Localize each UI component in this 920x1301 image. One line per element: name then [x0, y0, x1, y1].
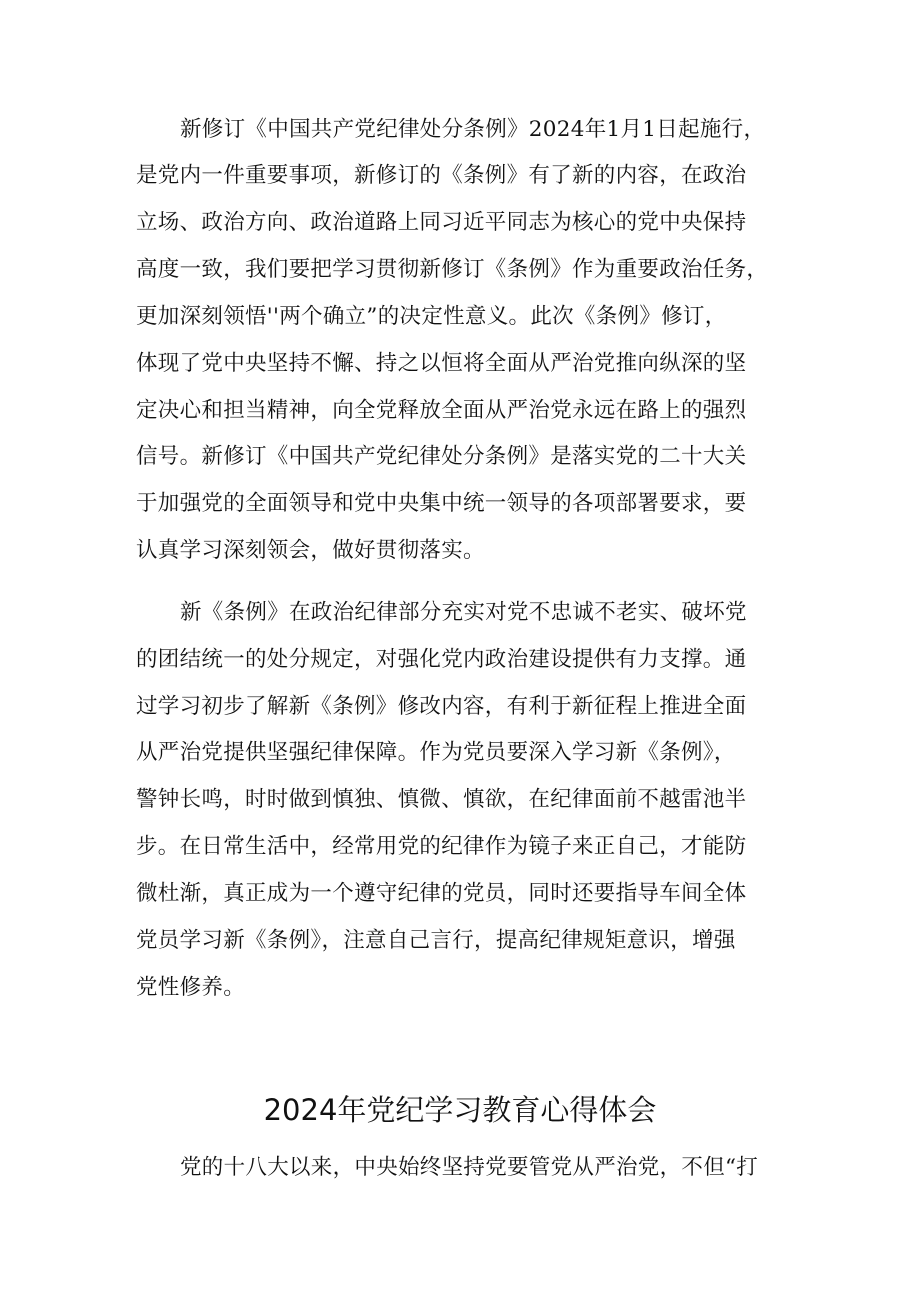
paragraph-line: 体现了党中央坚持不懈、持之以恒将全面从严治党推向纵深的坚: [136, 351, 747, 376]
paragraph-line: 党性修养。: [136, 975, 246, 1000]
section-title: 2024年党纪学习教育心得体会: [263, 1093, 657, 1127]
paragraph-line: 过学习初步了解新《条例》修改内容，有利于新征程上推进全面: [136, 694, 747, 719]
paragraph-line: 步。在日常生活中，经常用党的纪律作为镜子来正自己，才能防: [136, 834, 747, 859]
paragraph-line: 立场、政治方向、政治道路上同习近平同志为核心的党中央保持: [136, 210, 747, 235]
paragraph-line: 党员学习新《条例》，注意自己言行，提高纪律规矩意识，增强: [136, 928, 736, 953]
paragraph-line: 的团结统一的处分规定，对强化党内政治建设提供有力支撑。通: [136, 647, 747, 672]
paragraph-line: 认真学习深刻领会，做好贯彻落实。: [136, 538, 485, 563]
paragraph-line: 高度一致，我们要把学习贯彻新修订《条例》作为重要政治任务，: [136, 257, 769, 282]
paragraph-line: 从严治党提供坚强纪律保障。作为党员要深入学习新《条例》，: [136, 740, 736, 765]
paragraph-line: 新《条例》在政治纪律部分充实对党不忠诚不老实、破坏党: [180, 600, 747, 625]
paragraph-line: 定决心和担当精神，向全党释放全面从严治党永远在路上的强烈: [136, 398, 747, 423]
paragraph-line: 信号。新修订《中国共产党纪律处分条例》是落实党的二十大关: [136, 444, 747, 469]
paragraph-line: 新修订《中国共产党纪律处分条例》2024年1月1日起施行，: [180, 117, 766, 142]
paragraph-line: 是党内一件重要事项，新修订的《条例》有了新的内容，在政治: [136, 163, 747, 188]
paragraph-line: 更加深刻领悟''两个确立”的决定性意义。此次《条例》修订，: [136, 304, 727, 329]
paragraph-line: 于加强党的全面领导和党中央集中统一领导的各项部署要求，要: [136, 491, 747, 516]
paragraph-line: 党的十八大以来，中央始终坚持党要管党从严治党，不但“打: [180, 1155, 759, 1180]
paragraph-line: 微杜渐，真正成为一个遵守纪律的党员，同时还要指导车间全体: [136, 881, 747, 906]
paragraph-line: 警钟长鸣，时时做到慎独、慎微、慎欲，在纪律面前不越雷池半: [136, 787, 747, 812]
